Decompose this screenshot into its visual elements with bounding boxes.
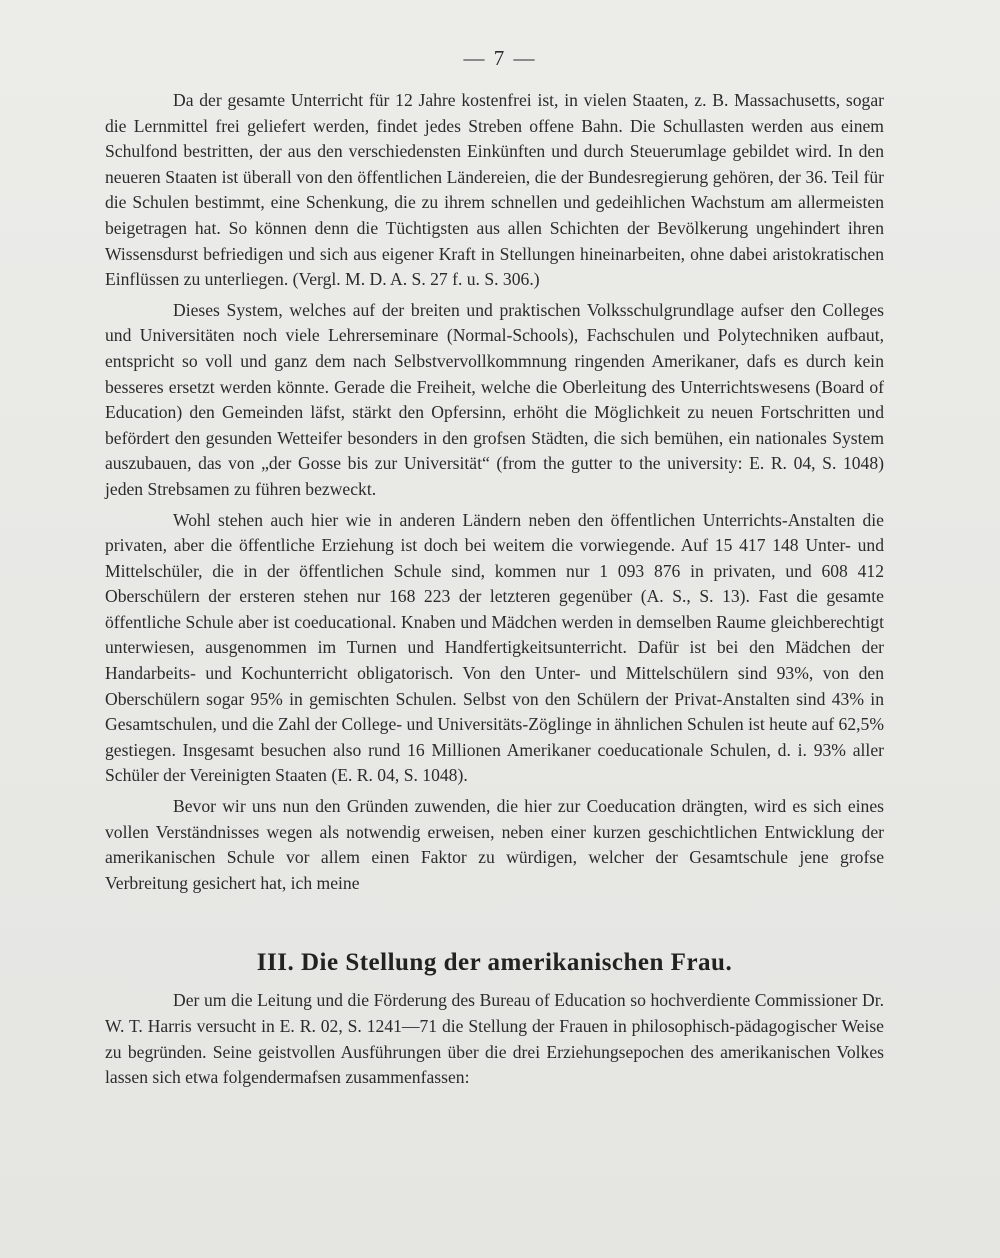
paragraph-harris: Der um die Leitung und die Förderung des Bureau of Education so hochverdiente Commissioner Dr. W. T. Harris versucht in E. R. 02, S. 1241—71 die Stellung der Frauen in philosophisch-pädagogischer Weise zu begründen. Seine geistvollen Ausführungen über die drei Erziehungsepochen des amerikanischen Volkes lassen sich etwa folgendermafsen zusammenfassen:	[105, 990, 884, 1088]
paragraph-free-education: Da der gesamte Unterricht für 12 Jahre kostenfrei ist, in vielen Staaten, z. B. Massachusetts, sogar die Lernmittel frei geliefert werden, findet jedes Streben offene Bahn. Die Schullasten werden aus einem Schulfond bestritten, der aus den verschiedensten Einkünften und durch Steuerumlage gebildet wird. In den neueren Staaten ist überall von den öffentlichen Ländereien, die der Bundesregierung gehören, der 36. Teil für die Schulen bestimmt, eine Schenkung, die zu ihrem schnellen und gedeihlichen Wachstum am allermeisten beigetragen hat. So können denn die Tüchtigsten aus allen Schichten der Bevölkerung ungehindert ihren Wissensdurst befriedigen und sich aus eigener Kraft in Stellungen hineinarbeiten, ohne dabei aristokratischen Einflüssen zu unterliegen. (Vergl. M. D. A. S. 27 f. u. S. 306.)	[105, 90, 884, 290]
page-number: — 7 —	[463, 46, 537, 70]
section-heading: III. Die Stellung der amerikanischen Frau.	[256, 949, 733, 977]
paragraph-public-private-schools: Wohl stehen auch hier wie in anderen Ländern neben den öffentlichen Unterrichts-Anstalten die privaten, aber die öffentliche Erziehung ist doch bei weitem die vorwiegende. Auf 15 417 148 Unter- und Mittelschüler, die in der öffentlichen Schule sind, kommen nur 1 093 876 in privaten, und 608 412 Oberschülern der ersteren stehen nur 168 223 der letzteren gegenüber (A. S., S. 13). Fast die gesamte öffentliche Schule aber ist coeducational. Knaben und Mädchen werden in demselben Raume gleichberechtigt unterwiesen, ausgenommen im Turnen und Handfertigkeitsunterricht. Dafür ist bei den Mädchen der Handarbeits- und Kochunterricht obligatorisch. Von den Unter- und Mittelschülern sind 93%, von den Oberschülern sogar 95% in gemischten Schulen. Selbst von den Schülern der Privat-Anstalten sind 43% in Gesamtschulen, und die Zahl der College- und Universitäts-Zöglinge in ähnlichen Schulen ist heute auf 62,5% gestiegen. Insgesamt besuchen also rund 16 Millionen Amerikaner coeducationale Schulen, d. i. 93% aller Schüler der Vereinigten Staaten (E. R. 04, S. 1048).	[105, 509, 884, 786]
body-text	[105, 88, 884, 1091]
paragraph-coeducation-reasons: Bevor wir uns nun den Gründen zuwenden, die hier zur Coeducation drängten, wird es sich eines vollen Verständnisses wegen als notwendig erweisen, neben einer kurzen geschichtlichen Entwicklung der amerikanischen Schule vor allem einen Faktor zu würdigen, welcher der Gesamtschule jene grofse Verbreitung gesichert hat, ich meine	[105, 796, 884, 893]
paragraph-school-system: Dieses System, welches auf der breiten und praktischen Volksschulgrundlage aufser den Colleges und Universitäten noch viele Lehrerseminare (Normal-Schools), Fachschulen und Polytechniken aufbaut, entspricht so voll und ganz dem nach Selbstvervollkommnung ringenden Amerikaner, dafs es durch kein besseres ersetzt werden könnte. Gerade die Freiheit, welche die Oberleitung des Unterrichtswesens (Board of Education) den Gemeinden läfst, stärkt den Opfersinn, erhöht die Möglichkeit zu neuen Fortschritten und befördert den gesunden Wetteifer besonders in den grofsen Städten, die sich bemühen, ein nationales System auszubauen, das von „der Gosse bis zur Universität“ (from the gutter to the university: E. R. 04, S. 1048) jeden Strebsamen zu führen bezweckt.	[105, 299, 884, 499]
